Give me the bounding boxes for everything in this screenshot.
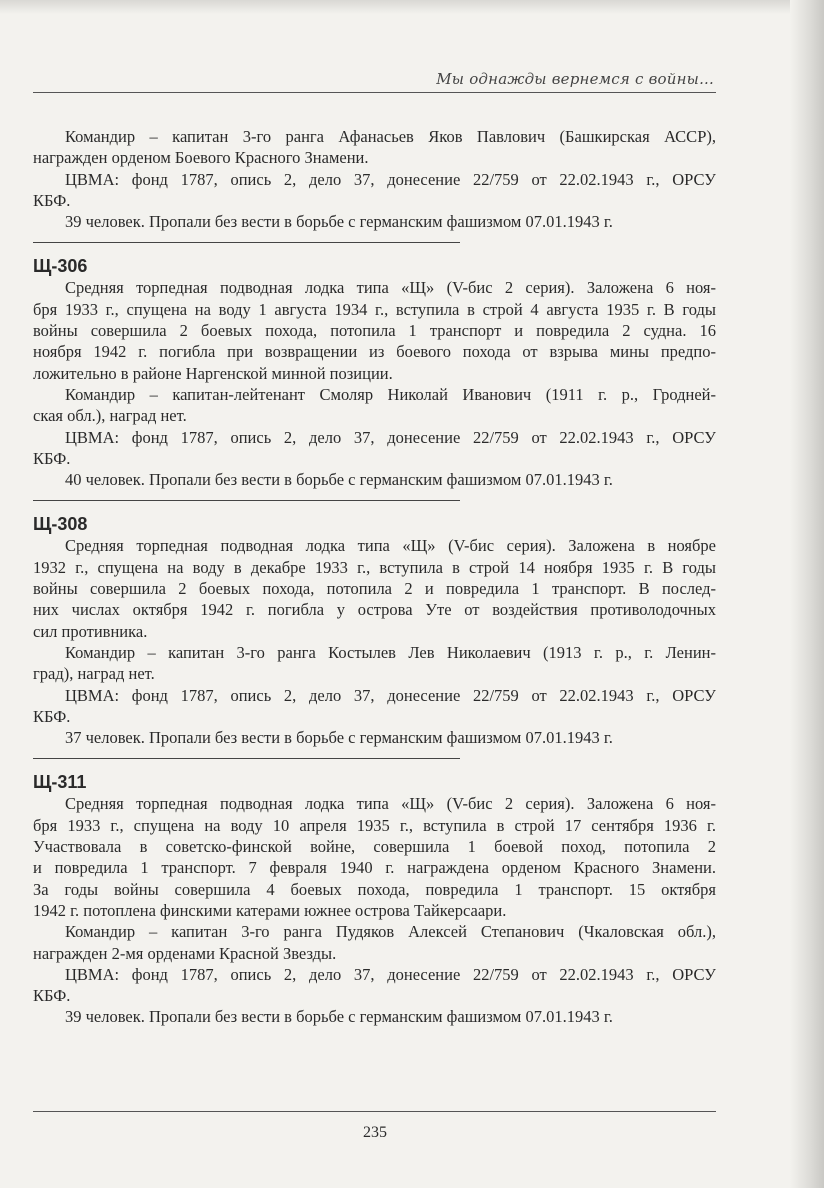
text-line: и повредила 1 транспорт. 7 февраля 1940 г. награждена орденом Красного Знамени. <box>33 858 716 878</box>
text-line: награжден орденом Боевого Красного Знамени. <box>33 148 369 168</box>
section-divider <box>33 242 460 243</box>
text-line: За годы войны совершила 4 боевых похода, повредила 1 транспорт. 15 октября <box>33 879 716 899</box>
section-divider <box>33 758 460 759</box>
text-line: 40 человек. Пропали без вести в борьбе с германским фашизмом 07.01.1943 г. <box>65 470 613 490</box>
paragraph <box>33 921 716 964</box>
text-line: КБФ. <box>33 190 71 210</box>
text-line: 39 человек. Пропали без вести в борьбе с германским фашизмом 07.01.1943 г. <box>65 212 613 232</box>
text-line: град), наград нет. <box>33 664 155 684</box>
section-щ-311 <box>33 771 716 1027</box>
text-line: КБФ. <box>33 986 71 1006</box>
text-line: Командир – капитан-лейтенант Смоляр Николай Иванович (1911 г. р., Гродней- <box>65 384 716 404</box>
text-line: бря 1933 г., спущена на воду 1 августа 1934 г., вступила в строй 4 августа 1935 г. В годы <box>33 299 716 319</box>
text-line: ЦВМА: фонд 1787, опись 2, дело 37, донесение 22/759 от 22.02.1943 г., ОРСУ <box>65 964 716 984</box>
text-line: Командир – капитан 3-го ранга Афанасьев Яков Павлович (Башкирская АССР), <box>65 127 716 146</box>
text-line: 39 человек. Пропали без вести в борьбе с германским фашизмом 07.01.1943 г. <box>65 1007 613 1027</box>
text-line: ЦВМА: фонд 1787, опись 2, дело 37, донесение 22/759 от 22.02.1943 г., ОРСУ <box>65 169 716 189</box>
text-line: ская обл.), наград нет. <box>33 406 187 426</box>
text-line: КБФ. <box>33 706 71 726</box>
text-line: бря 1933 г., спущена на воду 10 апреля 1935 г., вступила в строй 17 сентября 1936 г. <box>33 815 716 835</box>
paragraph <box>33 211 716 232</box>
section-divider <box>33 500 460 501</box>
text-line: них числах октября 1942 г. погибла у острова Уте от воздействия противолодочных <box>33 600 716 620</box>
paragraph <box>33 793 716 921</box>
paragraph <box>33 964 716 1007</box>
paragraph <box>33 384 716 427</box>
paragraph <box>33 469 716 490</box>
section-щ-308 <box>33 513 716 748</box>
section-title: Щ-308 <box>33 514 88 535</box>
page-curl-shadow <box>790 0 824 1188</box>
section-title: Щ-306 <box>33 256 88 277</box>
text-line: Средняя торпедная подводная лодка типа «Щ» (V-бис 2 серия). Заложена 6 ноя- <box>65 794 716 814</box>
text-line: 1932 г., спущена на воду в декабре 1933 г., вступила в строй 14 ноября 1935 г. В годы <box>33 557 716 577</box>
paragraph <box>33 727 716 748</box>
text-line: Командир – капитан 3-го ранга Пудяков Алексей Степанович (Чкаловская обл.), <box>65 922 716 942</box>
text-line: Средняя торпедная подводная лодка типа «Щ» (V-бис серия). Заложена в ноябре <box>65 536 716 556</box>
text-line: 37 человек. Пропали без вести в борьбе с германским фашизмом 07.01.1943 г. <box>65 728 613 748</box>
paragraph <box>33 1006 716 1027</box>
paragraph <box>33 126 716 169</box>
paragraph <box>33 535 716 641</box>
paragraph <box>33 642 716 685</box>
page-number: 235 <box>363 1124 387 1141</box>
text-line: войны совершила 2 боевых похода, потопила 2 и повредила 1 транспорт. В послед- <box>33 579 716 599</box>
text-line: ЦВМА: фонд 1787, опись 2, дело 37, донесение 22/759 от 22.02.1943 г., ОРСУ <box>65 685 716 705</box>
text-line: сил противника. <box>33 621 148 641</box>
scan-top-shadow <box>0 0 824 14</box>
text-line: Средняя торпедная подводная лодка типа «Щ» (V-бис 2 серия). Заложена 6 ноя- <box>65 278 716 298</box>
text-line: ноября 1942 г. погибла при возвращении из боевого похода от взрыва мины предпо- <box>33 342 716 362</box>
text-line: 1942 г. потоплена финскими катерами южнее острова Тайкерсаари. <box>33 900 507 920</box>
text-line: Командир – капитан 3-го ранга Костылев Лев Николаевич (1913 г. р., г. Ленин- <box>65 642 716 662</box>
text-line: войны совершила 2 боевых похода, потопила 1 транспорт и повредила 2 судна. 16 <box>33 321 716 341</box>
paragraph <box>33 685 716 728</box>
page-body <box>33 126 716 1028</box>
text-line: награжден 2-мя орденами Красной Звезды. <box>33 943 337 963</box>
section-щ-306 <box>33 255 716 490</box>
text-line: Участвовала в советско-финской войне, совершила 1 боевой поход, потопила 2 <box>33 837 716 857</box>
paragraph <box>33 169 716 212</box>
text-line: ЦВМА: фонд 1787, опись 2, дело 37, донесение 22/759 от 22.02.1943 г., ОРСУ <box>65 427 716 447</box>
section-title: Щ-311 <box>33 772 87 793</box>
header-rule <box>33 92 716 93</box>
paragraph <box>33 427 716 470</box>
text-line: КБФ. <box>33 448 71 468</box>
running-title: Мы однажды вернемся с войны... <box>436 70 714 88</box>
footer-rule <box>33 1111 716 1112</box>
text-line: ложительно в районе Наргенской минной позиции. <box>33 363 393 383</box>
paragraph <box>33 277 716 383</box>
